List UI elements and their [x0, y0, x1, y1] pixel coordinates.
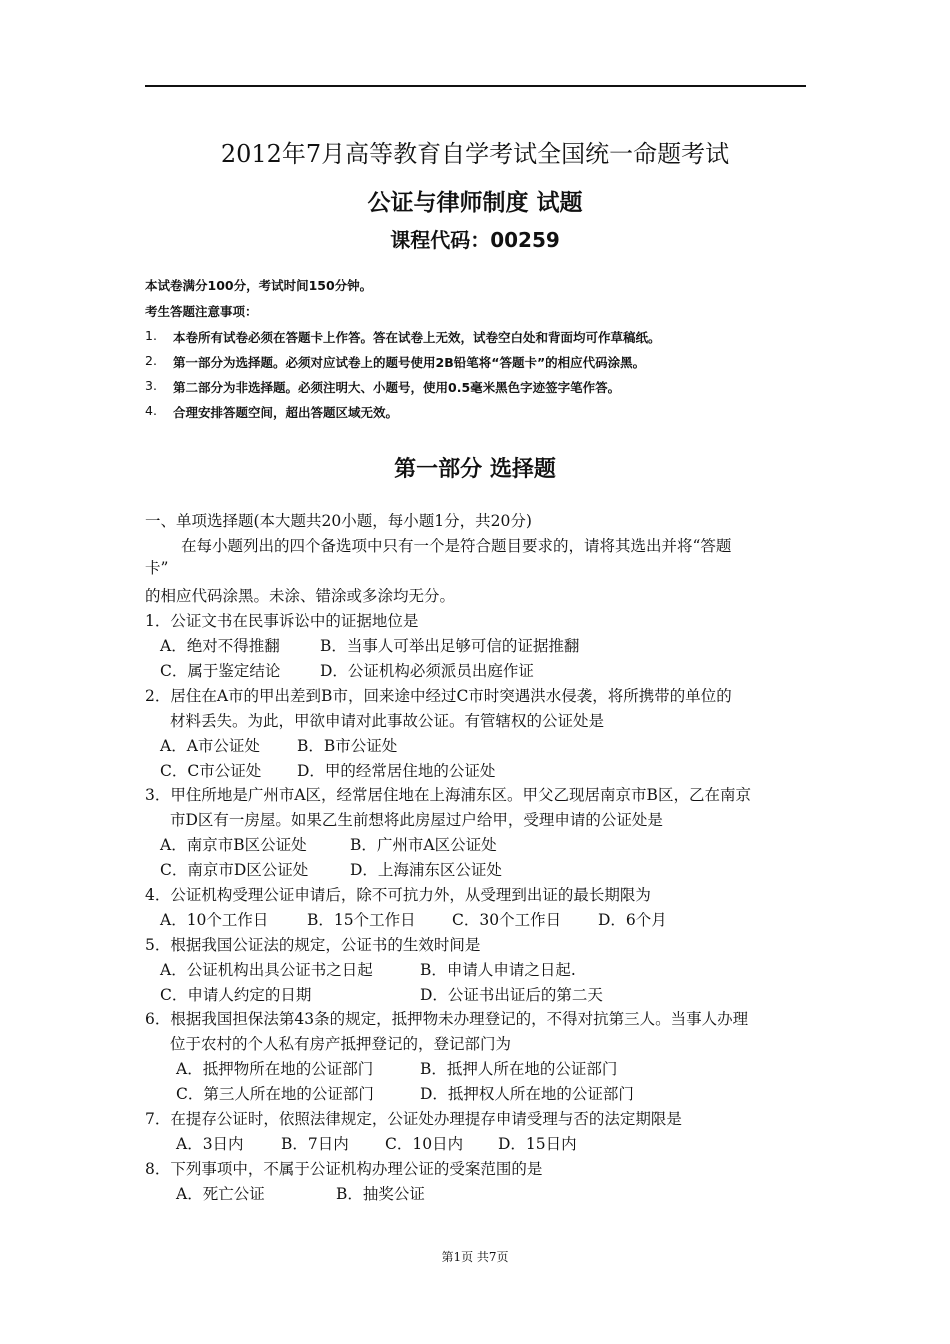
question-stem: 3．甲住所地是广州市A区，经常居住地在上海浦东区。甲父乙现居南京市B区，乙在南京 [145, 786, 751, 804]
question-stem-continued: 材料丢失。为此，甲欲申请对此事故公证。有管辖权的公证处是 [170, 712, 605, 730]
option-d: D．公证机构必须派员出庭作证 [320, 662, 534, 680]
part-one-title: 第一部分 选择题 [394, 457, 556, 482]
option-c: C．30个工作日 [452, 911, 562, 929]
note-item: 合理安排答题空间，超出答题区域无效。 [173, 405, 399, 420]
question-stem: 1．公证文书在民事诉讼中的证据地位是 [145, 612, 419, 630]
note-number: 3. [145, 378, 157, 393]
option-b: B．15个工作日 [307, 911, 416, 929]
option-a: A．3日内 [176, 1135, 244, 1153]
note-item: 本卷所有试卷必须在答题卡上作答。答在试卷上无效，试卷空白处和背面均可作草稿纸。 [173, 330, 661, 345]
option-d: D．上海浦东区公证处 [350, 861, 502, 879]
option-a: A．南京市B区公证处 [160, 836, 307, 854]
option-a: A．绝对不得推翻 [160, 637, 280, 655]
option-c: C．申请人约定的日期 [160, 986, 312, 1004]
note-number: 1. [145, 328, 157, 343]
option-a: A．公证机构出具公证书之日起 [160, 961, 373, 979]
option-b: B．抵押人所在地的公证部门 [420, 1060, 618, 1078]
exam-title: 2012年7月高等教育自学考试全国统一命题考试 [220, 140, 730, 168]
option-a: A．抵押物所在地的公证部门 [176, 1060, 374, 1078]
note-number: 4. [145, 403, 157, 418]
option-c: C．南京市D区公证处 [160, 861, 309, 879]
option-c: C．第三人所在地的公证部门 [176, 1085, 374, 1103]
question-stem: 7．在提存公证时，依照法律规定，公证处办理提存申请受理与否的法定期限是 [145, 1110, 682, 1128]
option-a: A．死亡公证 [176, 1185, 265, 1203]
subject-title: 公证与律师制度 试题 [367, 190, 583, 216]
question-stem: 6．根据我国担保法第43条的规定，抵押物未办理登记的，不得对抗第三人。当事人办理 [145, 1010, 749, 1028]
question-stem: 4．公证机构受理公证申请后，除不可抗力外，从受理到出证的最长期限为 [145, 886, 651, 904]
option-b: B．B市公证处 [297, 737, 398, 755]
option-d: D．6个月 [598, 911, 667, 929]
note-item: 第二部分为非选择题。必须注明大、小题号，使用0.5毫米黑色字迹签字笔作答。 [173, 380, 621, 395]
option-d: D．15日内 [498, 1135, 577, 1153]
question-stem: 5．根据我国公证法的规定，公证书的生效时间是 [145, 936, 481, 954]
option-a: A．A市公证处 [160, 737, 260, 755]
course-code: 课程代码：00259 [390, 228, 560, 252]
option-b: B．申请人申请之日起. [420, 961, 576, 979]
notes-summary: 本试卷满分100分，考试时间150分钟。 [145, 278, 373, 293]
option-c: C．属于鉴定结论 [160, 662, 281, 680]
question-stem: 2．居住在A市的甲出差到B市，回来途中经过C市时突遇洪水侵袭，将所携带的单位的 [145, 687, 732, 705]
option-b: B．7日内 [281, 1135, 349, 1153]
option-c: C．10日内 [385, 1135, 464, 1153]
instruction-line: 的相应代码涂黑。未涂、错涂或多涂均无分。 [145, 587, 456, 605]
option-b: B．广州市A区公证处 [350, 836, 497, 854]
instruction-line: 卡” [145, 559, 169, 577]
question-stem: 8．下列事项中，不属于公证机构办理公证的受案范围的是 [145, 1160, 543, 1178]
header-rule [145, 85, 806, 87]
option-d: D．公证书出证后的第二天 [420, 986, 603, 1004]
note-item: 第一部分为选择题。必须对应试卷上的题号使用2B铅笔将“答题卡”的相应代码涂黑。 [173, 355, 646, 370]
question-stem-continued: 市D区有一房屋。如果乙生前想将此房屋过户给甲，受理申请的公证处是 [170, 811, 663, 829]
section-header: 一、单项选择题(本大题共20小题，每小题1分，共20分) [145, 512, 532, 530]
instruction-line: 在每小题列出的四个备选项中只有一个是符合题目要求的，请将其选出并将“答题 [181, 537, 732, 555]
option-d: D．甲的经常居住地的公证处 [297, 762, 496, 780]
page-footer: 第1页 共7页 [441, 1250, 509, 1264]
note-number: 2. [145, 353, 157, 368]
option-b: B．抽奖公证 [336, 1185, 425, 1203]
option-c: C．C市公证处 [160, 762, 262, 780]
option-b: B．当事人可举出足够可信的证据推翻 [320, 637, 580, 655]
question-stem-continued: 位于农村的个人私有房产抵押登记的，登记部门为 [170, 1035, 512, 1053]
notes-header: 考生答题注意事项： [145, 304, 258, 319]
option-d: D．抵押权人所在地的公证部门 [420, 1085, 634, 1103]
option-a: A．10个工作日 [160, 911, 269, 929]
